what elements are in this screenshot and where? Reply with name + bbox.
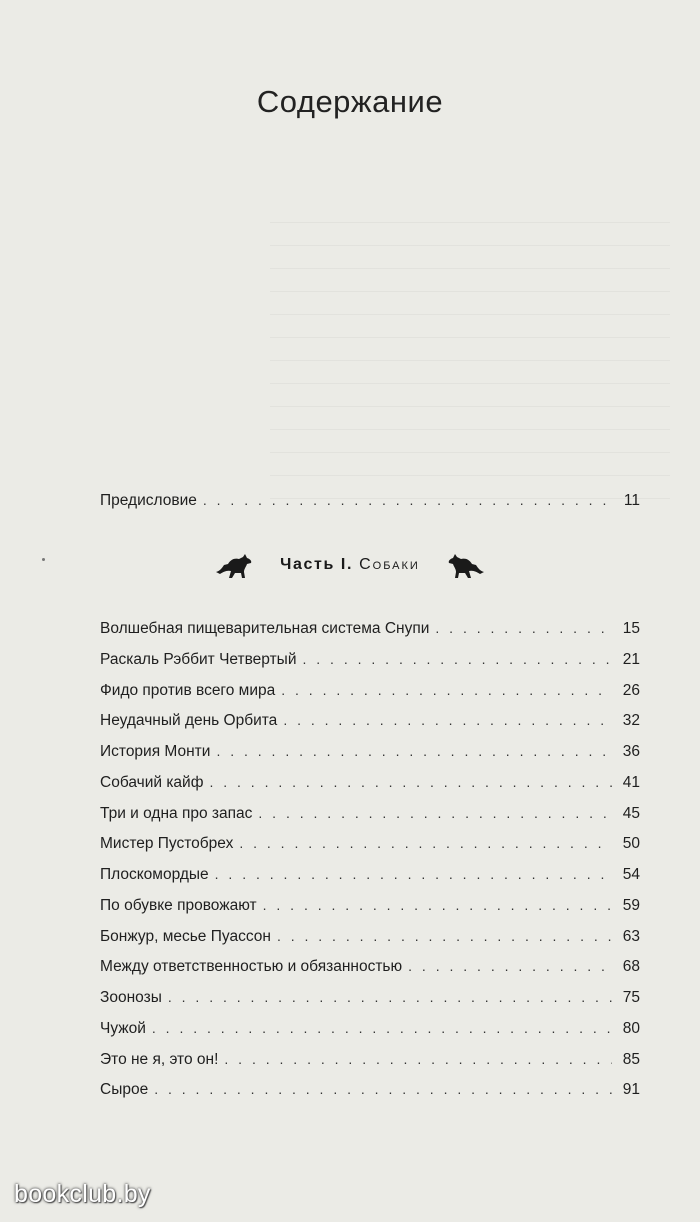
toc-entry [100,651,640,675]
toc-entry-page: 80 [622,1019,640,1037]
toc-entry [100,1051,640,1075]
toc-entry-label: Зоонозы [100,989,162,1006]
toc-entry [100,712,640,736]
dot-leader [152,1020,612,1036]
toc-entry-page: 68 [622,958,640,976]
page-title: Содержание [256,84,444,119]
watermark: bookclub.by [14,1180,151,1208]
toc-entry [100,989,640,1013]
dot-leader [283,712,612,728]
dot-leader [215,866,612,882]
toc-preface-label: Предисловие [100,492,197,509]
toc-entry-page: 32 [622,712,640,730]
toc-entry-page: 26 [622,681,640,699]
toc-entry-page: 59 [622,896,640,914]
dot-leader [408,958,612,974]
toc-entry-label: Бонжур, месье Пуассон [100,927,271,945]
toc-entry [100,1020,640,1044]
toc-entry-label: Сырое [100,1081,149,1099]
toc-entry [100,928,640,952]
part-prefix: Часть I. [280,556,354,573]
dot-leader [263,897,612,913]
toc-entry [100,958,640,982]
dot-leader [168,989,612,1005]
part-name: Собаки [359,556,420,573]
toc-entry-label: Волшебная пищеварительная система Снупи [100,620,430,637]
toc-entry-page: 75 [622,989,640,1006]
toc-entry-page: 41 [622,773,640,791]
toc-entry [100,805,640,829]
toc-entry [100,897,640,921]
toc-entry-label: Плоскомордые [100,866,209,883]
show-through-texture [270,200,670,500]
toc-entry-page: 63 [622,927,640,945]
toc-entry [100,620,640,644]
toc-entry-label: По обувке провожают [100,896,257,914]
dog-icon [214,550,254,580]
dot-leader [277,928,612,944]
toc-entry-label: Неудачный день Орбита [100,712,278,730]
dot-leader [281,682,612,698]
dot-leader [258,805,612,821]
dot-leader [203,492,612,508]
toc-entry-page: 45 [622,804,640,822]
part-title [280,556,420,574]
toc-entry [100,682,640,706]
dot-leader [239,835,612,851]
toc-entry-page: 50 [622,835,640,853]
toc-entry [100,774,640,798]
dot-leader [154,1081,612,1097]
toc-entry [100,835,640,859]
toc-entry-label: Мистер Пустобрех [100,835,234,853]
toc-entry-label: История Монти [100,743,211,760]
part-header [0,548,700,582]
dot-leader [224,1051,612,1067]
toc-entry [100,866,640,890]
toc-entry-label: Собачий кайф [100,773,204,791]
toc-entry-label: Чужой [100,1019,146,1037]
paper-speck [42,558,45,561]
toc-preface-page: 11 [623,492,640,509]
dot-leader [209,774,612,790]
toc-entry-page: 36 [622,743,640,760]
toc-entry-label: Фидо против всего мира [100,681,276,699]
toc-entry-page: 91 [622,1081,640,1099]
toc-entry [100,743,640,767]
toc-preface-row [100,492,640,516]
toc-entry [100,1081,640,1105]
toc-entry-label: Между ответственностью и обязанностью [100,958,403,976]
toc-entry-page: 21 [622,650,640,668]
dot-leader [435,620,612,636]
toc-entry-label: Три и одна про запас [100,804,253,822]
toc-entry-label: Это не я, это он! [100,1050,219,1068]
toc-entry-page: 85 [622,1050,640,1068]
dot-leader [302,651,612,667]
dog-icon [446,550,486,580]
toc-entry-label: Раскаль Рэббит Четвертый [100,650,297,668]
dot-leader [216,743,612,759]
toc-entry-page: 15 [622,620,640,637]
toc-entry-page: 54 [622,866,640,883]
